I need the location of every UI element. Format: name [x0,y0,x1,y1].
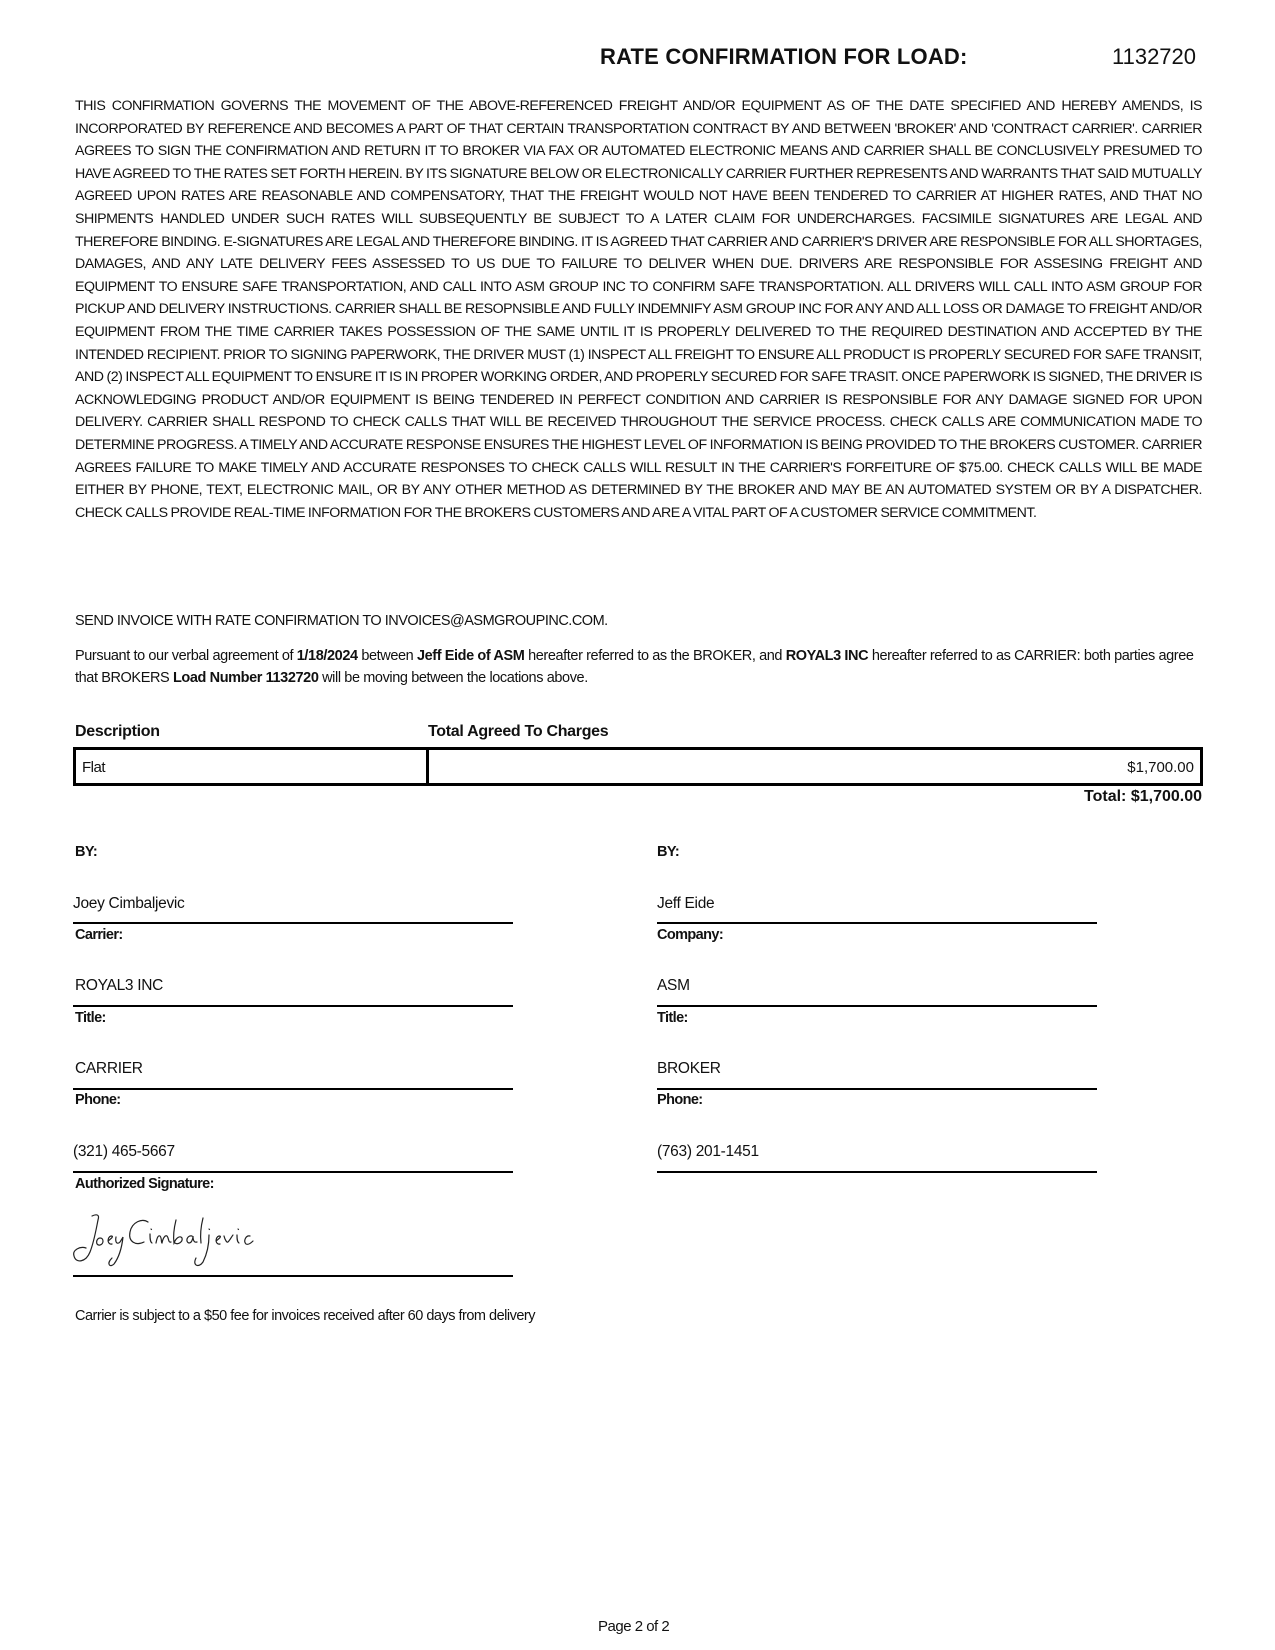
agreement-paragraph [75,645,1202,689]
carrier-value-line [73,1005,513,1007]
agreement-text: hereafter referred to as the BROKER, and [524,648,786,664]
carrier-by-value: Joey Cimbaljevic [73,895,185,912]
broker-by-line [657,922,1097,924]
invoice-fee-note: Carrier is subject to a $50 fee for invoices received after 60 days from delivery [75,1308,535,1324]
charge-description: Flat [82,759,106,776]
broker-title-label: Title: [657,1010,688,1026]
company-label: Company: [657,927,724,943]
agreement-date: 1/18/2024 [296,648,358,664]
description-column-header: Description [75,723,160,740]
charges-total: Total: $1,700.00 [1084,788,1202,805]
broker-title-line [657,1088,1097,1090]
carrier-label: Carrier: [75,927,123,943]
carrier-by-line [73,922,513,924]
page-number: Page 2 of 2 [598,1618,670,1635]
page-title: RATE CONFIRMATION FOR LOAD: [600,44,968,69]
agreement-text: will be moving between the locations above. [318,670,588,686]
carrier-title-label: Title: [75,1010,106,1026]
carrier-title-value: CARRIER [75,1060,143,1077]
carrier-phone-value: (321) 465-5667 [73,1143,175,1160]
load-number: 1132720 [1112,44,1197,69]
handwritten-signature [70,1208,280,1268]
carrier-value: ROYAL3 INC [75,977,164,994]
agreement-broker-party: Jeff Eide of ASM [416,648,525,664]
company-value: ASM [657,977,690,994]
charge-amount: $1,700.00 [1127,759,1194,776]
broker-by-label: BY: [657,844,680,860]
agreement-text: between [357,648,417,664]
agreement-text: Pursuant to our verbal agreement of [75,648,297,664]
carrier-by-label: BY: [75,844,98,860]
carrier-title-line [73,1088,513,1090]
broker-by-value: Jeff Eide [657,895,715,912]
broker-phone-label: Phone: [657,1092,703,1108]
invoice-instruction: SEND INVOICE WITH RATE CONFIRMATION TO INVOICES@ASMGROUPINC.COM. [75,613,608,629]
broker-phone-line [657,1171,1097,1173]
carrier-phone-line [73,1171,513,1173]
agreement-text: hereafter referred to as CARRIER: both parties agree that BROKERS [75,648,1194,686]
broker-title-value: BROKER [657,1060,721,1077]
signature-line [73,1275,513,1277]
charges-table [73,747,1203,786]
authorized-signature-label: Authorized Signature: [75,1176,214,1192]
carrier-phone-label: Phone: [75,1092,121,1108]
broker-phone-value: (763) 201-1451 [657,1143,759,1160]
terms-paragraph: THIS CONFIRMATION GOVERNS THE MOVEMENT OF THE ABOVE-REFERENCED FREIGHT AND/OR EQUIPMENT AS OF THE DATE SPECIFIED AND HEREBY AMENDS, IS INCORPORATED BY REFERENCE AND BECOMES A PART OF THAT CERTAIN TRANSPORTATION CONTRACT BY AND BETWEEN 'BROKER' AND 'CONTRACT CARRIER'. CARRIER AGREES TO SIGN THE CONFIRMATION AND RETURN IT TO BROKER VIA FAX OR AUTOMATED ELECTRONIC MEANS AND CARRIER SHALL BE CONCLUSIVELY PRESUMED TO HAVE AGREED TO THE RATES SET FORTH HEREIN. BY ITS SIGNATURE BELOW OR ELECTRONICALLY CARRIER FURTHER REPRESENTS AND WARRANTS THAT SAID MUTUALLY AGREED UPON RATES ARE REASONABLE AND COMPENSATORY, THAT THE FREIGHT WOULD NOT HAVE BEEN TENDERED TO CARRIER AT HIGHER RATES, AND THAT NO SHIPMENTS HANDLED UNDER SUCH RATES WILL SUBSEQUENTLY BE SUBJECT TO A LATER CLAIM FOR UNDERCHARGES. FACSIMILE SIGNATURES ARE LEGAL AND THEREFORE BINDING. E-SIGNATURES ARE LEGAL AND THEREFORE BINDING. IT IS AGREED THAT CARRIER AND CARRIER'S DRIVER ARE RESPONSIBLE FOR ALL SHORTAGES, DAMAGES, AND ANY LATE DELIVERY FEES ASSESSED TO US DUE TO FAILURE TO DELIVER WHEN DUE. DRIVERS ARE RESPONSIBLE FOR ASSESING FREIGHT AND EQUIPMENT TO ENSURE SAFE TRANSPORTATION, AND CALL INTO ASM GROUP INC TO CONFIRM SAFE TRANSPORTATION. ALL DRIVERS WILL CALL INTO ASM GROUP FOR PICKUP AND DELIVERY INSTRUCTIONS. CARRIER SHALL BE RESOPNSIBLE AND FULLY INDEMNIFY ASM GROUP INC FOR ANY AND ALL LOSS OR DAMAGE TO FREIGHT AND/OR EQUIPMENT FROM THE TIME CARRIER TAKES POSSESSION OF THE SAME UNTIL IT IS PROPERLY DELIVERED TO THE REQUIRED DESTINATION AND ACCEPTED BY THE INTENDED RECIPIENT. PRIOR TO SIGNING PAPERWORK, THE DRIVER MUST (1) INSPECT ALL FREIGHT TO ENSURE ALL PRODUCT IS PROPERLY SECURED FOR SAFE TRANSIT, AND (2) INSPECT ALL EQUIPMENT TO ENSURE IT IS IN PROPER WORKING ORDER, AND PROPERLY SECURED FOR SAFE TRASIT. ONCE PAPERWORK IS SIGNED, THE DRIVER IS ACKNOWLEDGING PRODUCT AND/OR EQUIPMENT IS BEING TENDERED IN PERFECT CONDITION AND CARRIER IS RESPONSIBLE FOR ANY DAMAGE SIGNED FOR UPON DELIVERY. CARRIER SHALL RESPOND TO CHECK CALLS THAT WILL BE RECEIVED THROUGHOUT THE SERVICE PROCESS. CHECK CALLS ARE COMMUNICATION MADE TO DETERMINE PROGRESS. A TIMELY AND ACCURATE RESPONSE ENSURES THE HIGHEST LEVEL OF INFORMATION IS BEING PROVIDED TO THE BROKERS CUSTOMER. CARRIER AGREES FAILURE TO MAKE TIMELY AND ACCURATE RESPONSES TO CHECK CALLS WILL RESULT IN THE CARRIER'S FORFEITURE OF $75.00. CHECK CALLS WILL BE MADE EITHER BY PHONE, TEXT, ELECTRONIC MAIL, OR BY ANY OTHER METHOD AS DETERMINED BY THE BROKER AND MAY BE AN AUTOMATED SYSTEM OR BY A DISPATCHER. CHECK CALLS PROVIDE REAL-TIME INFORMATION FOR THE BROKERS CUSTOMERS AND ARE A VITAL PART OF A CUSTOMER SERVICE COMMITMENT. [75,98,1202,521]
agreement-load-number: Load Number 1132720 [172,670,319,686]
company-line [657,1005,1097,1007]
total-charges-column-header: Total Agreed To Charges [428,723,609,740]
agreement-carrier-party: ROYAL3 INC [785,648,869,664]
table-divider [426,750,429,783]
